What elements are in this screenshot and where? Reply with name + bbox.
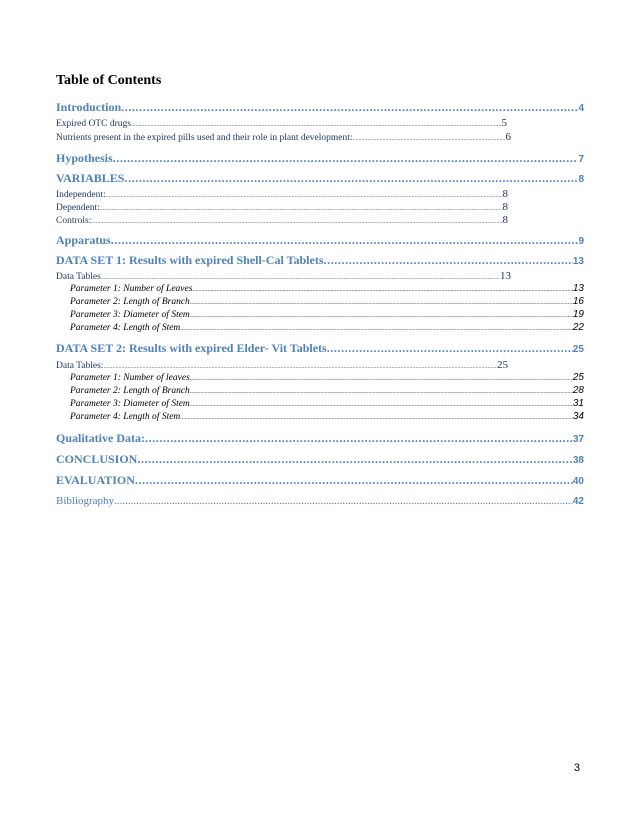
toc-leader-dots: [113, 151, 579, 166]
toc-entry-ds1-parameter-2[interactable]: [70, 296, 584, 307]
toc-leader-dots: [324, 253, 573, 268]
toc-entry-label: Parameter 4: Length of Stem: [70, 412, 181, 422]
toc-leader-dots: [327, 341, 573, 356]
toc-leader-dots: [137, 452, 573, 467]
toc-entry-dependent[interactable]: [56, 201, 508, 213]
toc-entry-ds2-parameter-2[interactable]: [70, 385, 584, 396]
toc-title: Table of Contents: [56, 73, 162, 88]
toc-entry-page: 22: [572, 322, 584, 333]
toc-entry-ds1-parameter-4[interactable]: [70, 322, 584, 333]
toc-entry-page: 16: [572, 296, 584, 307]
toc-entry-bibliography[interactable]: [56, 495, 584, 507]
toc-entry-page: 6: [505, 131, 511, 143]
toc-leader-dots: [121, 100, 578, 115]
toc-entry-label: Parameter 3: Diameter of Stem: [70, 399, 190, 409]
toc-leader-dots: [100, 206, 503, 212]
toc-leader-dots: [131, 122, 502, 128]
toc-entry-page: 28: [572, 385, 584, 396]
toc-leader-dots: [190, 376, 573, 382]
toc-entry-page: 13: [500, 270, 511, 282]
toc-leader-dots: [190, 389, 573, 395]
toc-entry-page: 8: [502, 214, 508, 226]
toc-entry-ds2-parameter-3[interactable]: [70, 398, 584, 409]
toc-entry-page: 38: [572, 455, 584, 466]
toc-entry-page: 42: [572, 496, 584, 507]
toc-entry-label: EVALUATION: [56, 473, 135, 487]
toc-entry-label: Parameter 1: Number of Leaves: [70, 284, 193, 294]
toc-entry-page: 4: [578, 103, 584, 114]
toc-entry-label: Expired OTC drugs: [56, 119, 131, 129]
toc-leader-dots: [145, 431, 573, 446]
toc-entry-hypothesis[interactable]: [56, 151, 584, 166]
toc-entry-label: Data Tables: [56, 272, 101, 282]
toc-entry-label: Nutrients present in the expired pills used and their role in plant development:: [56, 133, 353, 143]
toc-entry-page: 9: [578, 236, 584, 247]
toc-entry-data-tables-1[interactable]: [56, 270, 511, 282]
toc-entry-label: Bibliography: [56, 495, 115, 507]
toc-entry-data-set-2[interactable]: [56, 341, 584, 356]
toc-entry-page: 37: [572, 434, 584, 445]
toc-entry-controls[interactable]: [56, 214, 508, 226]
toc-entry-evaluation[interactable]: [56, 473, 584, 488]
toc-entry-page: 34: [572, 411, 584, 422]
toc-entry-label: Independent:: [56, 190, 106, 200]
toc-entry-label: DATA SET 1: Results with expired Shell-Cal Tablets: [56, 253, 324, 267]
toc-leader-dots: [192, 287, 572, 293]
page-number: 3: [573, 762, 580, 774]
toc-leader-dots: [106, 193, 503, 199]
toc-entry-data-set-1[interactable]: [56, 253, 584, 268]
toc-entry-label: VARIABLES: [56, 171, 125, 185]
toc-entry-page: 13: [572, 256, 584, 267]
toc-entry-label: Introduction: [56, 100, 122, 114]
toc-entry-label: Data Tables:: [56, 361, 104, 371]
toc-entry-label: DATA SET 2: Results with expired Elder- Vit Tablets: [56, 341, 327, 355]
toc-entry-ds2-parameter-4[interactable]: [70, 411, 584, 422]
toc-entry-label: Controls:: [56, 216, 92, 226]
toc-leader-dots: [103, 364, 497, 370]
toc-entry-ds1-parameter-3[interactable]: [70, 309, 584, 320]
toc-entry-data-tables-2[interactable]: [56, 359, 508, 371]
toc-entry-label: Parameter 1: Number of leaves: [70, 373, 190, 383]
toc-leader-dots: [190, 300, 573, 306]
toc-entry-label: CONCLUSION: [56, 452, 138, 466]
toc-leader-dots: [91, 219, 502, 225]
toc-entry-nutrients[interactable]: [56, 131, 511, 143]
toc-entry-label: Parameter 2: Length of Branch: [70, 297, 190, 307]
toc-entry-expired-otc-drugs[interactable]: [56, 117, 507, 129]
toc-entry-page: 8: [502, 201, 508, 213]
toc-entry-page: 8: [502, 188, 508, 200]
toc-entry-label: Qualitative Data:: [56, 431, 145, 445]
toc-leader-dots: [190, 313, 573, 319]
toc-entry-label: Parameter 2: Length of Branch: [70, 386, 190, 396]
toc-entry-page: 13: [572, 283, 584, 294]
toc-entry-ds2-parameter-1[interactable]: [70, 372, 584, 383]
toc-leader-dots: [180, 415, 573, 421]
toc-entry-page: 25: [572, 344, 584, 355]
toc-entry-page: 5: [501, 117, 507, 129]
toc-leader-dots: [111, 233, 579, 248]
toc-entry-page: 8: [578, 174, 584, 185]
toc-entry-ds1-parameter-1[interactable]: [70, 283, 584, 294]
toc-entry-page: 25: [572, 372, 584, 383]
toc-leader-dots: [190, 402, 573, 408]
toc-entry-label: Dependent:: [56, 203, 100, 213]
toc-entry-page: 25: [497, 359, 508, 371]
toc-leader-dots: [180, 326, 573, 332]
toc-leader-dots: [135, 473, 573, 488]
toc-entry-label: Parameter 3: Diameter of Stem: [70, 310, 190, 320]
toc-entry-qualitative-data[interactable]: [56, 431, 584, 446]
toc-leader-dots: [114, 495, 573, 507]
toc-entry-label: Apparatus: [56, 233, 111, 247]
toc-entry-page: 40: [572, 476, 584, 487]
toc-leader-dots: [101, 275, 500, 281]
toc-entry-page: 7: [578, 154, 584, 165]
toc-leader-dots: [124, 171, 578, 186]
toc-entry-label: Hypothesis: [56, 151, 113, 165]
toc-entry-variables[interactable]: [56, 171, 584, 186]
toc-entry-page: 31: [572, 398, 584, 409]
toc-entry-independent[interactable]: [56, 188, 508, 200]
toc-entry-apparatus[interactable]: [56, 233, 584, 248]
toc-entry-page: 19: [572, 309, 584, 320]
toc-entry-conclusion[interactable]: [56, 452, 584, 467]
toc-entry-label: Parameter 4: Length of Stem: [70, 323, 181, 333]
toc-leader-dots: [353, 136, 506, 142]
toc-entry-introduction[interactable]: [56, 100, 584, 115]
